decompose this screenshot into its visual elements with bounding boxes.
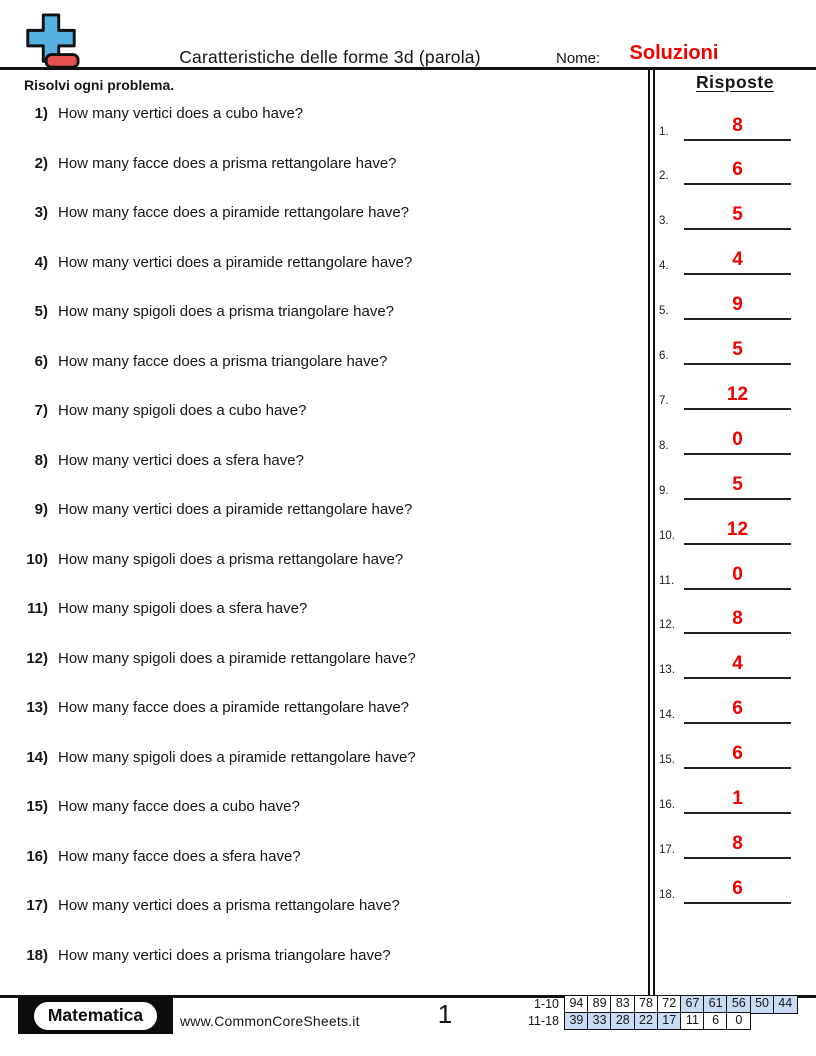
answer-row [659, 470, 792, 500]
answer-number: 9. [659, 484, 669, 497]
score-row [518, 995, 798, 1014]
question-number: 18) [26, 946, 48, 964]
score-row-label: 1-10 [533, 997, 559, 1011]
question-number: 9) [34, 501, 48, 518]
answer-value: 6 [684, 876, 791, 904]
score-cell: 28 [610, 1012, 635, 1031]
answers-heading: Risposte [696, 72, 774, 92]
page-number: 1 [437, 999, 453, 1029]
question-number: 4) [34, 253, 48, 271]
answer-row [659, 874, 792, 904]
answer-number: 1. [659, 125, 669, 138]
answer-row [659, 649, 792, 679]
question-text: How many facce does a piramide rettangolare have? [58, 204, 410, 221]
answer-row [659, 290, 792, 320]
name-value: Soluzioni [629, 42, 719, 64]
question-number: 8) [34, 451, 48, 469]
answer-value: 8 [684, 831, 791, 859]
plus-minus-logo-icon [18, 12, 84, 72]
name-label: Nome: [556, 50, 601, 67]
logo-minus-shape [46, 55, 78, 68]
question-text: How many facce does a sfera have? [58, 847, 301, 865]
score-cell: 0 [726, 1012, 751, 1031]
question-text: How many spigoli does a piramide rettangolare have? [58, 649, 416, 667]
answer-row [659, 604, 792, 634]
question-text: How many spigoli does a cubo have? [58, 402, 307, 419]
answer-number: 13. [659, 664, 675, 677]
answer-number: 7. [659, 394, 669, 407]
question-number: 13) [26, 699, 48, 716]
answer-number: 10. [659, 529, 675, 542]
answer-number: 3. [659, 215, 669, 228]
answer-number: 15. [659, 754, 675, 767]
question-text: How many vertici does a cubo have? [58, 105, 304, 122]
question-row [0, 749, 640, 766]
question-row [0, 402, 640, 419]
question-text: How many facce does a cubo have? [58, 798, 300, 815]
question-row [0, 105, 640, 122]
answer-number: 18. [659, 888, 675, 901]
score-cell: 83 [610, 995, 635, 1014]
answer-row [659, 694, 792, 724]
answer-value: 5 [684, 202, 791, 230]
question-row [0, 204, 640, 221]
question-text: How many spigoli does a piramide rettangolare have? [58, 748, 416, 766]
question-number: 16) [26, 847, 48, 865]
answer-value: 12 [684, 517, 791, 545]
answer-row [659, 425, 792, 455]
subject-badge-label: Matematica [32, 1000, 159, 1032]
score-cell: 50 [750, 995, 775, 1014]
score-cell: 56 [726, 995, 751, 1014]
instructions: Risolvi ogni problema. [24, 77, 175, 93]
score-cell: 78 [634, 995, 659, 1014]
question-text: How many spigoli does a prisma rettangolare have? [58, 550, 404, 568]
answer-value: 0 [684, 427, 791, 455]
answer-value: 8 [684, 113, 791, 141]
question-number: 15) [26, 798, 48, 815]
question-text: How many facce does a piramide rettangolare have? [58, 699, 410, 716]
question-number: 10) [26, 550, 48, 568]
question-number: 5) [34, 303, 48, 320]
answer-value: 6 [684, 157, 791, 185]
answer-number: 2. [659, 170, 669, 183]
question-number: 6) [34, 352, 48, 370]
answer-row [659, 155, 792, 185]
question-text: How many facce does a prisma triangolare have? [58, 352, 388, 370]
answer-row [659, 335, 792, 365]
question-text: How many spigoli does a sfera have? [58, 600, 308, 617]
question-number: 7) [34, 402, 48, 419]
answer-value: 1 [684, 786, 791, 814]
question-number: 17) [26, 897, 48, 914]
score-cell: 67 [680, 995, 705, 1014]
page-title: Caratteristiche delle forme 3d (parola) [179, 47, 481, 67]
answer-row [659, 515, 792, 545]
score-cell: 6 [703, 1012, 728, 1031]
answer-value: 9 [684, 292, 791, 320]
score-row-label: 11-18 [527, 1013, 559, 1028]
answer-value: 12 [684, 382, 791, 410]
score-cell: 44 [773, 995, 798, 1014]
score-cell: 89 [587, 995, 612, 1014]
question-number: 1) [34, 105, 48, 122]
question-number: 11) [27, 600, 48, 617]
question-row [0, 452, 640, 469]
answer-row [659, 245, 792, 275]
answer-value: 4 [684, 651, 791, 679]
question-row [0, 353, 640, 370]
question-row [0, 551, 640, 568]
question-row [0, 600, 640, 617]
answer-number: 8. [659, 439, 669, 452]
answer-value: 5 [684, 337, 791, 365]
website-url: www.CommonCoreSheets.it [180, 1013, 360, 1029]
question-number: 3) [34, 204, 48, 221]
question-row [0, 699, 640, 716]
score-cell: 72 [657, 995, 682, 1014]
answer-value: 4 [684, 247, 791, 275]
question-row [0, 501, 640, 518]
score-cell: 39 [564, 1012, 589, 1031]
question-number: 14) [26, 748, 48, 766]
answer-row [659, 739, 792, 769]
answer-value: 6 [684, 696, 791, 724]
answer-number: 12. [659, 619, 675, 632]
answer-number: 14. [659, 709, 675, 722]
answer-row [659, 380, 792, 410]
question-text: How many vertici does a piramide rettangolare have? [58, 501, 413, 518]
answer-number: 11. [659, 574, 675, 587]
answer-row [659, 200, 792, 230]
answer-row [659, 111, 792, 141]
answer-row [659, 829, 792, 859]
column-divider [648, 68, 655, 996]
answer-value: 0 [684, 562, 791, 590]
answer-number: 5. [659, 305, 669, 318]
question-number: 12) [26, 649, 48, 667]
question-text: How many vertici does a sfera have? [58, 451, 304, 469]
subject-badge [18, 997, 173, 1034]
score-cell: 17 [657, 1012, 682, 1031]
header-rule [0, 67, 816, 70]
question-row [0, 650, 640, 667]
answer-value: 5 [684, 472, 791, 500]
answer-number: 16. [659, 799, 675, 811]
question-row [0, 303, 640, 320]
question-text: How many vertici does a prisma triangolare have? [58, 946, 391, 964]
answer-number: 6. [659, 350, 669, 362]
question-row [0, 254, 640, 271]
answer-number: 17. [659, 843, 675, 856]
score-table [518, 995, 798, 1030]
question-row [0, 947, 640, 964]
answer-row [659, 784, 792, 814]
score-cell: 22 [634, 1012, 659, 1031]
question-row [0, 155, 640, 172]
answer-number: 4. [659, 260, 669, 273]
question-row [0, 798, 640, 815]
answer-row [659, 560, 792, 590]
question-row [0, 848, 640, 865]
score-cell: 33 [587, 1012, 612, 1031]
score-cell: 61 [703, 995, 728, 1014]
question-text: How many spigoli does a prisma triangolare have? [58, 303, 395, 320]
question-text: How many vertici does a piramide rettangolare have? [58, 253, 413, 271]
question-row [0, 897, 640, 914]
question-text: How many vertici does a prisma rettangolare have? [58, 897, 400, 914]
score-row [518, 1012, 798, 1031]
answer-value: 6 [684, 741, 791, 769]
score-cell: 11 [680, 1012, 705, 1031]
question-number: 2) [34, 154, 48, 172]
question-text: How many facce does a prisma rettangolare have? [58, 154, 397, 172]
score-cell: 94 [564, 995, 589, 1014]
answer-value: 8 [684, 606, 791, 634]
